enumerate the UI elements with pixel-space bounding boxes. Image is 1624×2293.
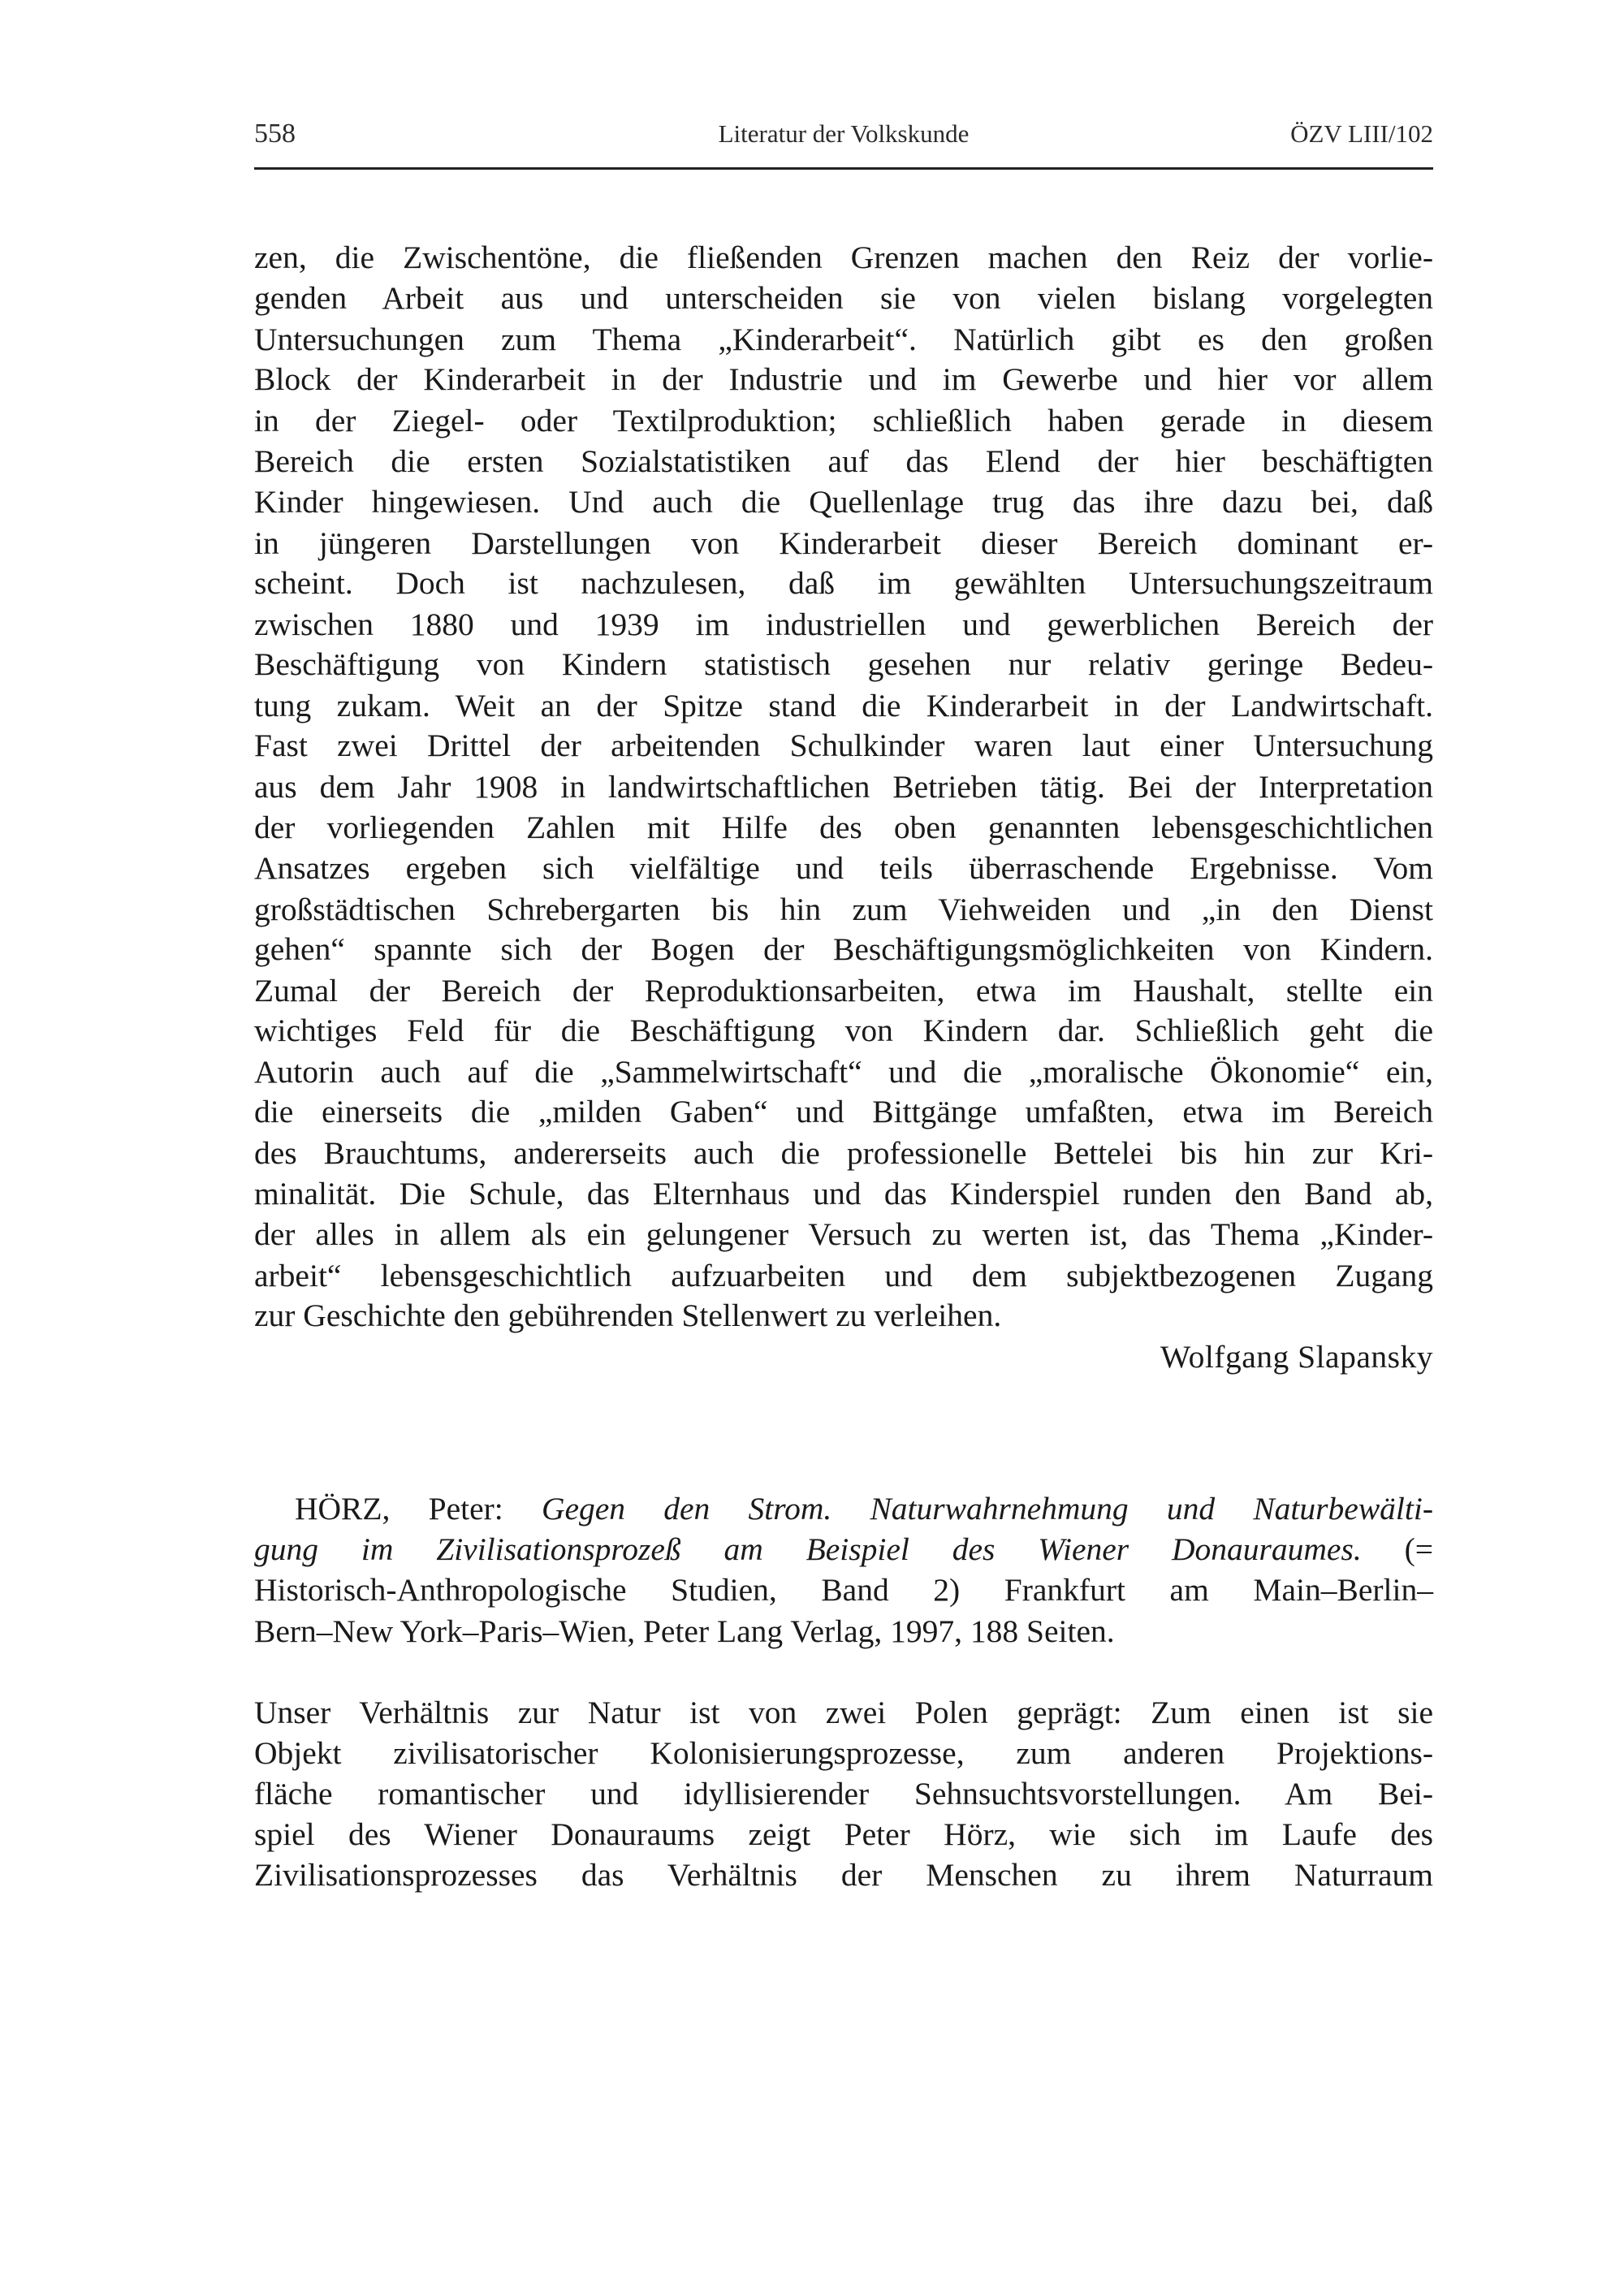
- citation-line: [254, 1531, 1433, 1568]
- text-line: gehen“ spannte sich der Bogen der Beschäftigungsmöglichkeiten von Kindern.: [254, 931, 1433, 967]
- text-line: der vorliegenden Zahlen mit Hilfe des oben genannten lebensgeschichtlichen: [254, 810, 1433, 845]
- running-title: Literatur der Volkskunde: [718, 119, 970, 148]
- text-line: minalität. Die Schule, das Elternhaus und das Kinderspiel runden den Band ab,: [254, 1176, 1433, 1211]
- text-line: tung zukam. Weit an der Spitze stand die Kinderarbeit in der Landwirtschaft.: [254, 688, 1433, 723]
- text-line: in jüngeren Darstellungen von Kinderarbeit dieser Bereich dominant er-: [254, 525, 1433, 561]
- text-line: Untersuchungen zum Thema „Kinderarbeit“. Natürlich gibt es den großen: [254, 322, 1433, 357]
- citation-title: Gegen den Strom. Naturwahrnehmung und Naturbewälti-: [541, 1491, 1433, 1527]
- text-line: scheint. Doch ist nachzulesen, daß im gewählten Untersuchungszeitraum: [254, 565, 1433, 601]
- text-line: Unser Verhältnis zur Natur ist von zwei Polen geprägt: Zum einen ist sie: [254, 1695, 1433, 1730]
- text-line: wichtiges Feld für die Beschäftigung von Kindern dar. Schließlich geht die: [254, 1013, 1433, 1048]
- text-line: Autorin auch auf die „Sammelwirtschaft“ und die „moralische Ökonomie“ ein,: [254, 1054, 1433, 1090]
- text-line: Kinder hingewiesen. Und auch die Quellenlage trug das ihre dazu bei, daß: [254, 484, 1433, 520]
- text-line: Bereich die ersten Sozialstatistiken auf das Elend der hier beschäftigten: [254, 443, 1433, 479]
- text-line: großstädtischen Schrebergarten bis hin zum Viehweiden und „in den Dienst: [254, 892, 1433, 927]
- series-open: (=: [1404, 1531, 1434, 1567]
- text-line: aus dem Jahr 1908 in landwirtschaftlichen Betrieben tätig. Bei der Interpretation: [254, 769, 1433, 805]
- citation-line: Historisch-Anthropologische Studien, Band 2) Frankfurt am Main–Berlin–: [254, 1572, 1433, 1608]
- text-line: genden Arbeit aus und unterscheiden sie von vielen bislang vorgelegten: [254, 280, 1433, 316]
- citation-title-continued: gung im Zivilisationsprozeß am Beispiel des Wiener Donauraumes.: [254, 1531, 1362, 1567]
- text-line: fläche romantischer und idyllisierender Sehnsuchtsvorstellungen. Am Bei-: [254, 1776, 1433, 1812]
- text-line: der alles in allem als ein gelungener Versuch zu werten ist, das Thema „Kinder-: [254, 1216, 1433, 1252]
- text-line: des Brauchtums, andererseits auch die professionelle Bettelei bis hin zur Kri-: [254, 1135, 1433, 1171]
- text-line: die einerseits die „milden Gaben“ und Bittgänge umfaßten, etwa im Bereich: [254, 1094, 1433, 1129]
- text-line: in der Ziegel- oder Textilproduktion; schließlich haben gerade in diesem: [254, 403, 1433, 438]
- running-header: [254, 114, 1433, 154]
- text-line: arbeit“ lebensgeschichtlich aufzuarbeiten und dem subjektbezogenen Zugang: [254, 1258, 1433, 1293]
- text-line: Zivilisationsprozesses das Verhältnis der Menschen zu ihrem Naturraum: [254, 1857, 1433, 1893]
- text-line: Beschäftigung von Kindern statistisch gesehen nur relativ geringe Bedeu-: [254, 646, 1433, 682]
- reviewer-signature: Wolfgang Slapansky: [1160, 1339, 1433, 1375]
- text-line: Block der Kinderarbeit in der Industrie und im Gewerbe und hier vor allem: [254, 361, 1433, 397]
- page-number: 558: [254, 119, 296, 149]
- text-line: zwischen 1880 und 1939 im industriellen und gewerblichen Bereich der: [254, 607, 1433, 642]
- text-line: zen, die Zwischentöne, die fließenden Grenzen machen den Reiz der vorlie-: [254, 240, 1433, 275]
- citation-line: [295, 1490, 1433, 1527]
- text-line: Fast zwei Drittel der arbeitenden Schulkinder waren laut einer Untersuchung: [254, 728, 1433, 763]
- text-line: Objekt zivilisatorischer Kolonisierungsprozesse, zum anderen Projektions-: [254, 1735, 1433, 1771]
- header-rule: [254, 167, 1433, 170]
- text-line: zur Geschichte den gebührenden Stellenwert zu verleihen.: [254, 1298, 1002, 1333]
- citation-author: HÖRZ, Peter:: [295, 1491, 503, 1527]
- text-line: Zumal der Bereich der Reproduktionsarbeiten, etwa im Haushalt, stellte ein: [254, 973, 1433, 1008]
- text-line: Ansatzes ergeben sich vielfältige und teils überraschende Ergebnisse. Vom: [254, 850, 1433, 886]
- text-line: spiel des Wiener Donauraums zeigt Peter Hörz, wie sich im Laufe des: [254, 1816, 1433, 1852]
- journal-volume: ÖZV LIII/102: [1290, 119, 1433, 148]
- citation-line: Bern–New York–Paris–Wien, Peter Lang Verlag, 1997, 188 Seiten.: [254, 1613, 1115, 1649]
